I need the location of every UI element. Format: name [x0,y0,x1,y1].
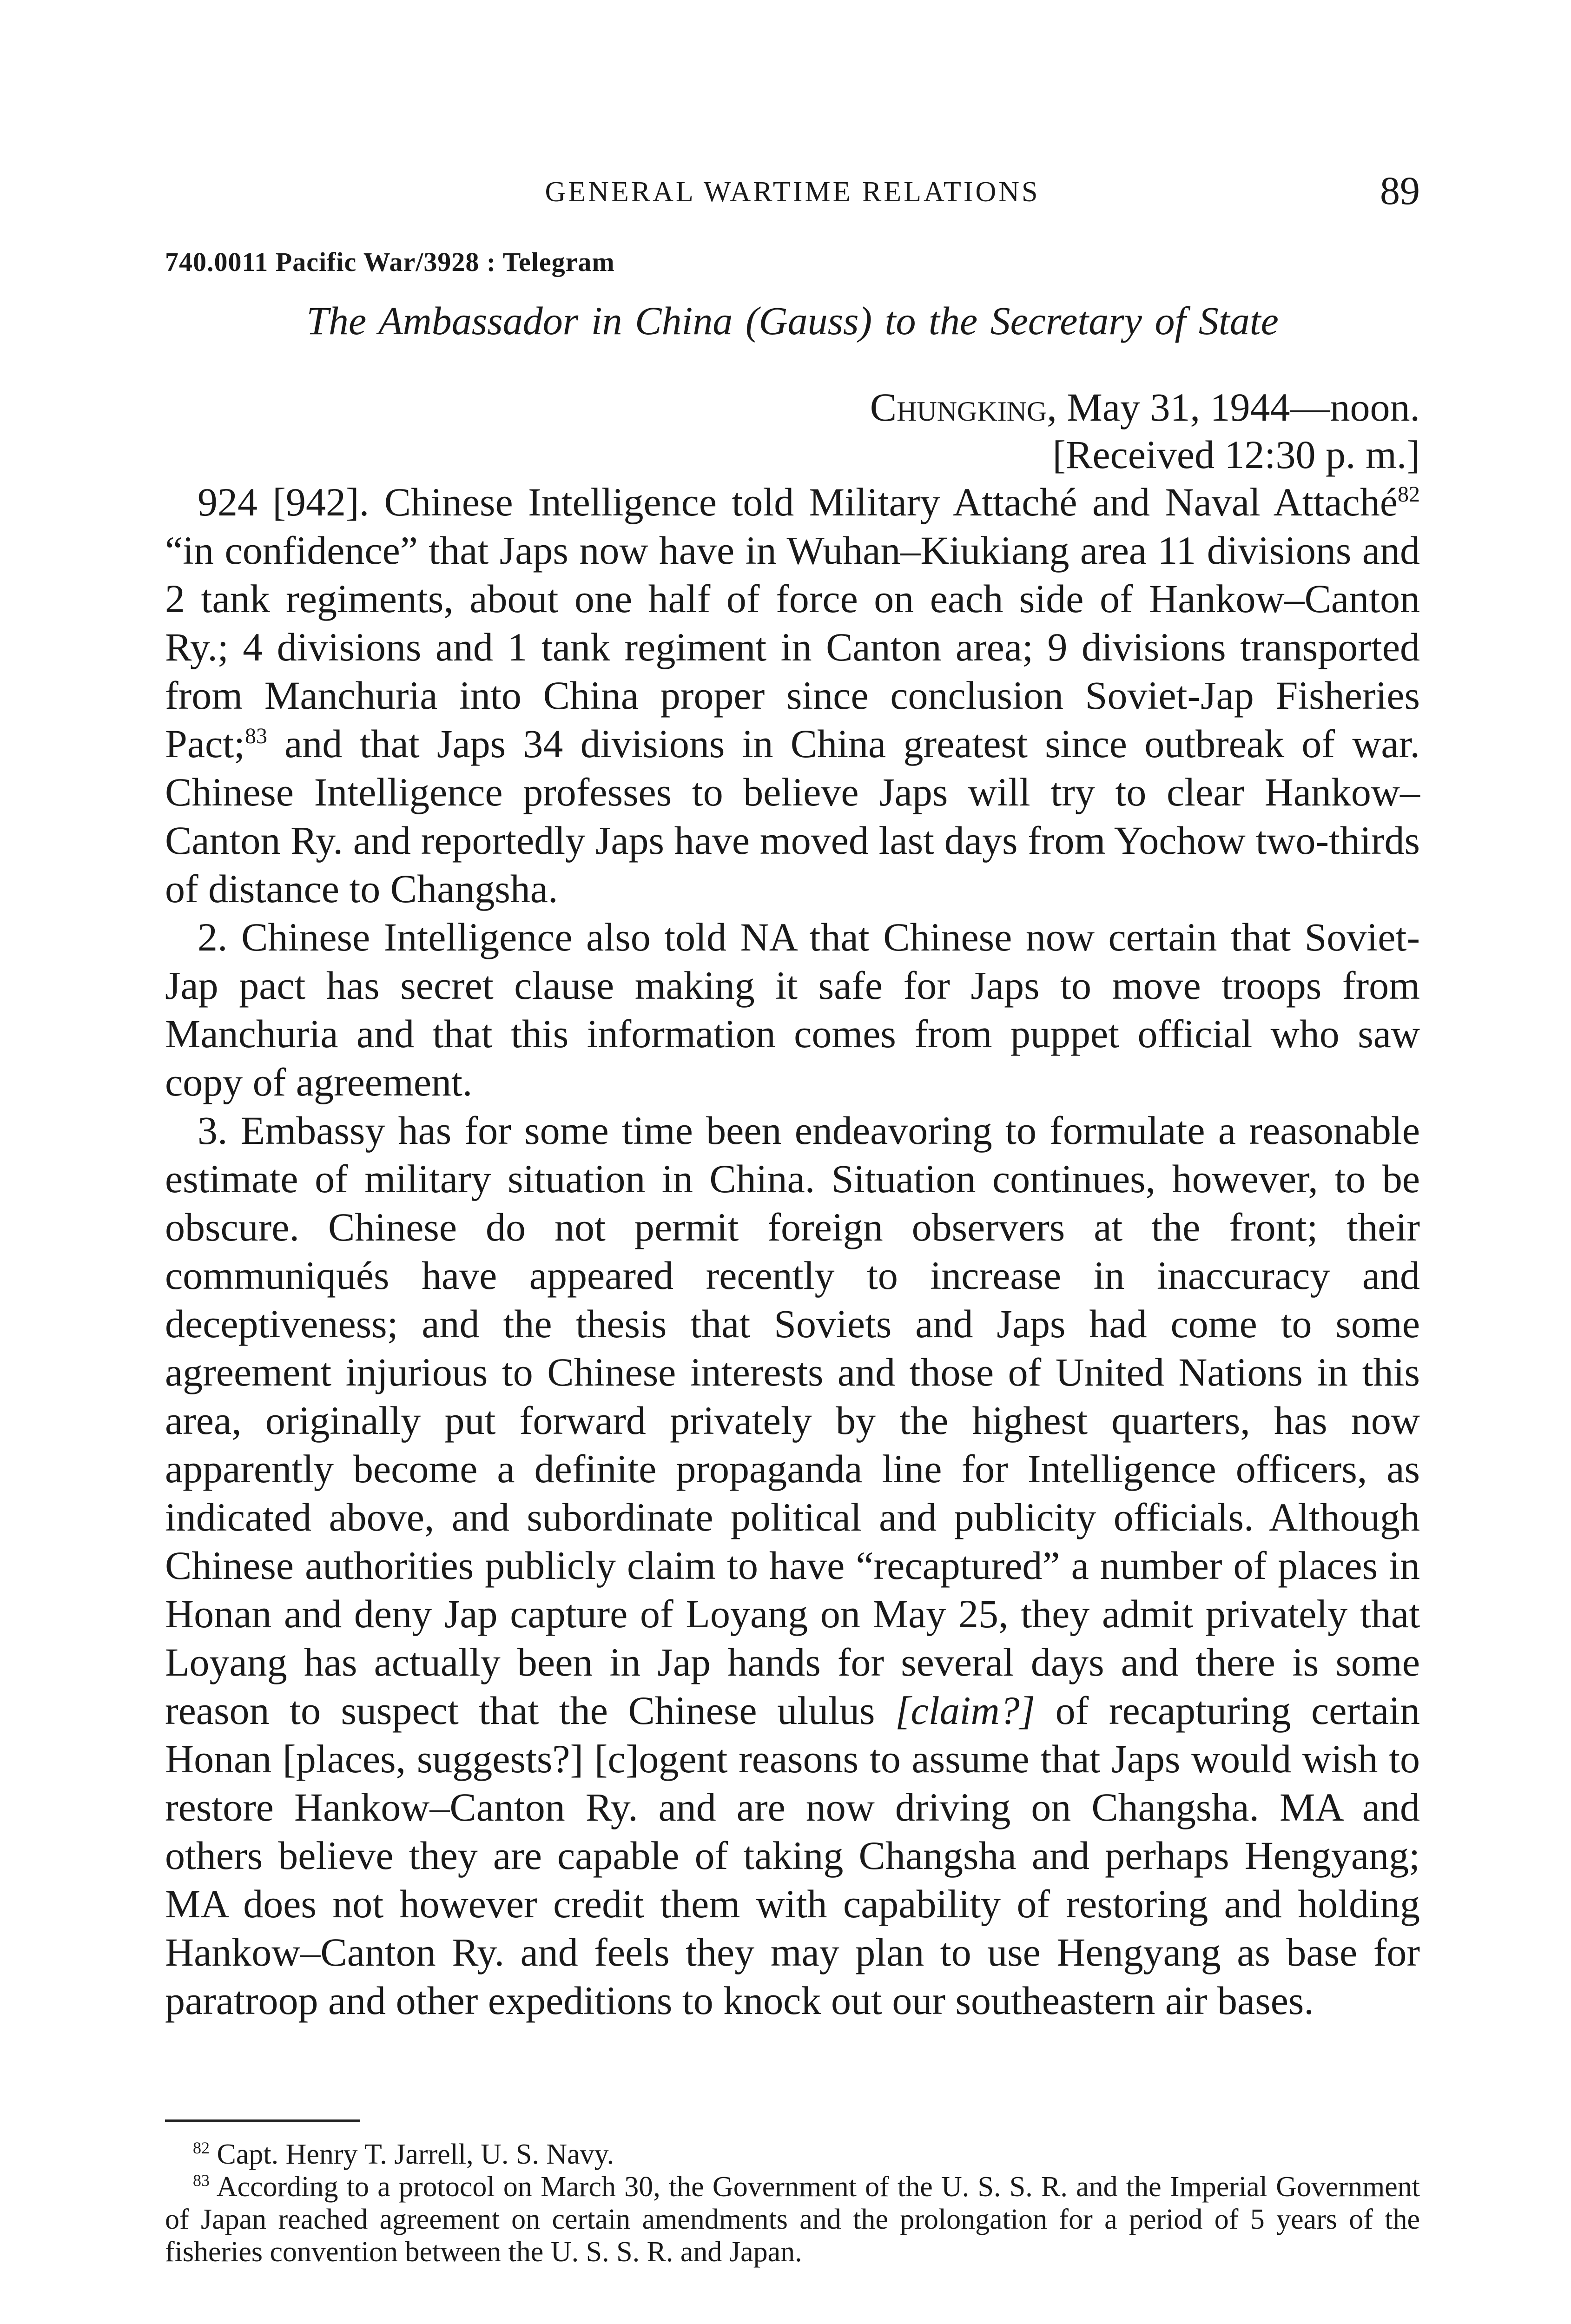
dateline [870,383,1420,478]
editorial-claim-note: [claim?] [895,1688,1036,1733]
paragraph-1 [165,478,1420,913]
footnote-ref-82: 82 [1398,482,1420,507]
dateline-received: [Received 12:30 p. m.] [1052,432,1420,477]
document-title: The Ambassador in China (Gauss) to the Secretary of State [306,298,1279,343]
paragraph-3-text-a: 3. Embassy has for some time been endeavoring to formulate a reasonable estimate of military situation in China. Situation continues, however, to be obscure. Chinese do not permit foreign observers at the front; their communiqués have appeared recently to increase in inaccuracy and deceptiveness; and the thesis that Soviets and Japs had come to some agreement injurious to Chinese interests and those of United Nations in this area, originally put forward privately by the highest quarters, has now apparently become a definite propaganda line for Intelligence officers, as indicated above, and subordinate political and publicity officials. Although Chinese authorities publicly claim to have “recaptured” a number of places in Honan and deny Jap capture of Loyang on May 25, they admit privately that Loyang has actually been in Jap hands for several days and there is some reason to suspect that the Chinese ululus [165,1108,1420,1733]
message-number: 924 [942]. [198,480,370,524]
footnote-82-text: Capt. Henry T. Jarrell, U. S. Navy. [217,2139,614,2170]
paragraph-3-text-b: of recapturing certain Honan [places, suggests?] [c]ogent reasons to assume that Japs would wish to restore Hankow–Canton Ry. and are now driving on Changsha. MA and others believe they are capable of taking Changsha and perhaps Hengyang; MA does not however credit them with capability of restoring and holding Hankow–Canton Ry. and feels they may plan to use Hengyang as base for paratroop and other expeditions to knock out our southeastern air bases. [165,1688,1420,2023]
footnote-82 [165,2138,1420,2171]
file-reference: 740.0011 Pacific War/3928 : Telegram [165,247,615,277]
footnote-ref-83: 83 [244,724,267,748]
paragraph-1-text-a: Chinese Intelligence told Military Attaché and Naval Attaché [384,480,1398,524]
dateline-place: Chungking, [870,385,1057,429]
dateline-place-date [870,383,1420,431]
paragraph-1-text-b: “in confidence” that Japs now have in Wuhan–Kiukiang area 11 divisions and 2 tank regiments, about one half of force on each side of Hankow–Canton Ry.; 4 divisions and 1 tank regiment in Canton area; 9 divisions transported from Manchuria into China proper since conclusion Soviet-Jap Fisheries Pact; [165,528,1420,766]
footnote-mark-82: 82 [193,2139,210,2157]
running-head [165,167,1420,218]
footnote-divider [165,2119,360,2122]
telegram-body [165,478,1420,2025]
footnote-83 [165,2171,1420,2268]
paragraph-3 [165,1106,1420,2025]
footnote-mark-83: 83 [193,2171,210,2190]
dateline-date: May 31, 1944—noon. [1067,385,1420,429]
footnotes [165,2138,1420,2268]
paragraph-2: 2. Chinese Intelligence also told NA that Chinese now certain that Soviet-Jap pact has secret clause making it safe for Japs to move troops from Manchuria and that this information comes from puppet official who saw copy of agreement. [165,915,1420,1104]
footnote-83-text: According to a protocol on March 30, the Government of the U. S. S. R. and the Imperial Government of Japan reached agreement on certain amendments and the prolongation for a period of 5 years of the fisheries convention between the U. S. S. R. and Japan. [165,2171,1420,2268]
paragraph-1-text-c: and that Japs 34 divisions in China greatest since outbreak of war. Chinese Intelligence professes to believe Japs will try to clear Hankow–Canton Ry. and reportedly Japs have moved last days from Yochow two-thirds of distance to Changsha. [165,721,1420,911]
running-title: GENERAL WARTIME RELATIONS [545,176,1040,208]
page-number: 89 [1380,168,1420,213]
